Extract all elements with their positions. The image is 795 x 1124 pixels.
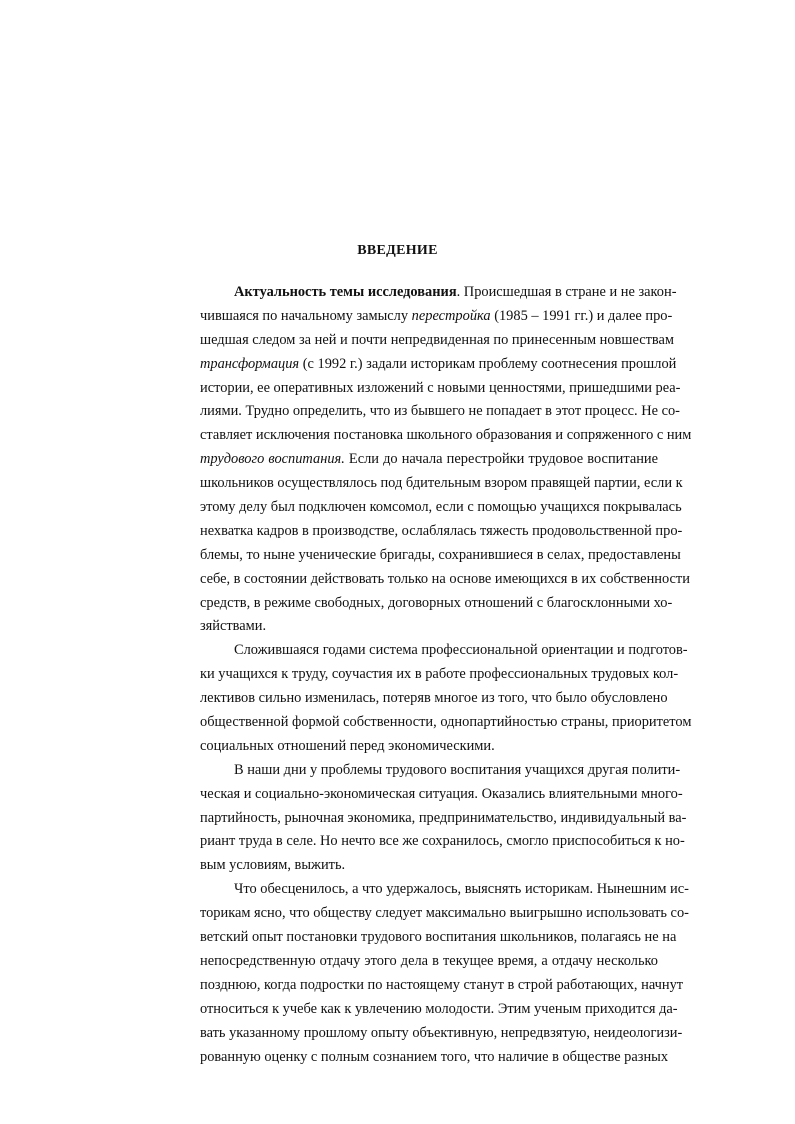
text-line: школьников осуществлялось под бдительным взором правящей партии, если к — [200, 475, 683, 492]
text-line: блемы, то ныне ученические бригады, сохранившиеся в селах, предоставлены — [200, 546, 681, 563]
text-line: относиться к учебе как к увлечению молодости. Этим ученым приходится да- — [200, 1000, 678, 1017]
text-line: позднюю, когда подростки по настоящему станут в строй работающих, начнут — [200, 976, 684, 993]
text-line: торикам ясно, что обществу следует максимально выигрышно использовать со- — [200, 905, 689, 922]
text-line: зяйствами. — [200, 618, 267, 635]
text-line: шедшая следом за ней и почти непредвиденная по принесенным новшествам — [200, 331, 674, 348]
text-line: чившаяся по начальному замыслу перестройка (1985 – 1991 гг.) и далее про- — [200, 307, 673, 324]
text-line: вать указанному прошлому опыту объективную, непредвзятую, неидеологизи- — [200, 1024, 683, 1041]
text-line: этому делу был подключен комсомол, если с помощью учащихся покрывалась — [200, 499, 682, 516]
text-line: Сложившаяся годами система профессиональной ориентации и подготов- — [234, 642, 688, 659]
text-line: себе, в состоянии действовать только на основе имеющихся в их собственности — [200, 570, 690, 587]
text-line: В наши дни у проблемы трудового воспитания учащихся другая полити- — [234, 761, 681, 778]
text-line: ставляет исключения постановка школьного образования и сопряженного с ним — [200, 427, 692, 444]
text-line: общественной формой собственности, однопартийностью страны, приоритетом — [200, 714, 692, 731]
text-line: вым условиям, выжить. — [200, 857, 346, 874]
text-line: лективов сильно изменилась, потеряв многое из того, что было обусловлено — [200, 690, 668, 707]
text-line: лиями. Трудно определить, что из бывшего не попадает в этот процесс. Не со- — [200, 403, 680, 420]
text-line: ки учащихся к труду, соучастия их в работе профессиональных трудовых кол- — [200, 666, 679, 683]
text-line: ческая и социально-экономическая ситуация. Оказались влиятельными много- — [200, 785, 683, 802]
text-line: Актуальность темы исследования. Происшедшая в стране и не закон- — [234, 284, 677, 300]
text-line: трансформация (с 1992 г.) задали историкам проблему соотнесения прошлой — [200, 355, 677, 372]
text-line: рованную оценку с полным сознанием того, что наличие в обществе разных — [200, 1048, 669, 1065]
page-title: ВВЕДЕНИЕ — [357, 243, 438, 258]
text-line: ветский опыт постановки трудового воспитания школьников, полагаясь не на — [200, 929, 677, 946]
text-line: партийность, рыночная экономика, предпринимательство, индивидуальный ва- — [200, 809, 687, 826]
body-text — [200, 281, 692, 1069]
text-line: нехватка кадров в производстве, ослаблялась тяжесть продовольственной про- — [200, 522, 683, 539]
text-line: социальных отношений перед экономическими. — [200, 737, 495, 754]
text-line: трудового воспитания. Если до начала перестройки трудовое воспитание — [200, 451, 658, 468]
text-line: средств, в режиме свободных, договорных отношений с благосклонными хо- — [200, 594, 673, 611]
text-line: истории, ее оперативных изложений с новыми ценностями, пришедшими реа- — [200, 379, 681, 396]
text-line: риант труда в селе. Но нечто все же сохранилось, смогло приспособиться к но- — [200, 833, 685, 850]
text-line: Что обесценилось, а что удержалось, выяснять историкам. Нынешним ис- — [234, 881, 689, 898]
text-line: непосредственную отдачу этого дела в текущее время, а отдачу несколько — [200, 952, 658, 969]
